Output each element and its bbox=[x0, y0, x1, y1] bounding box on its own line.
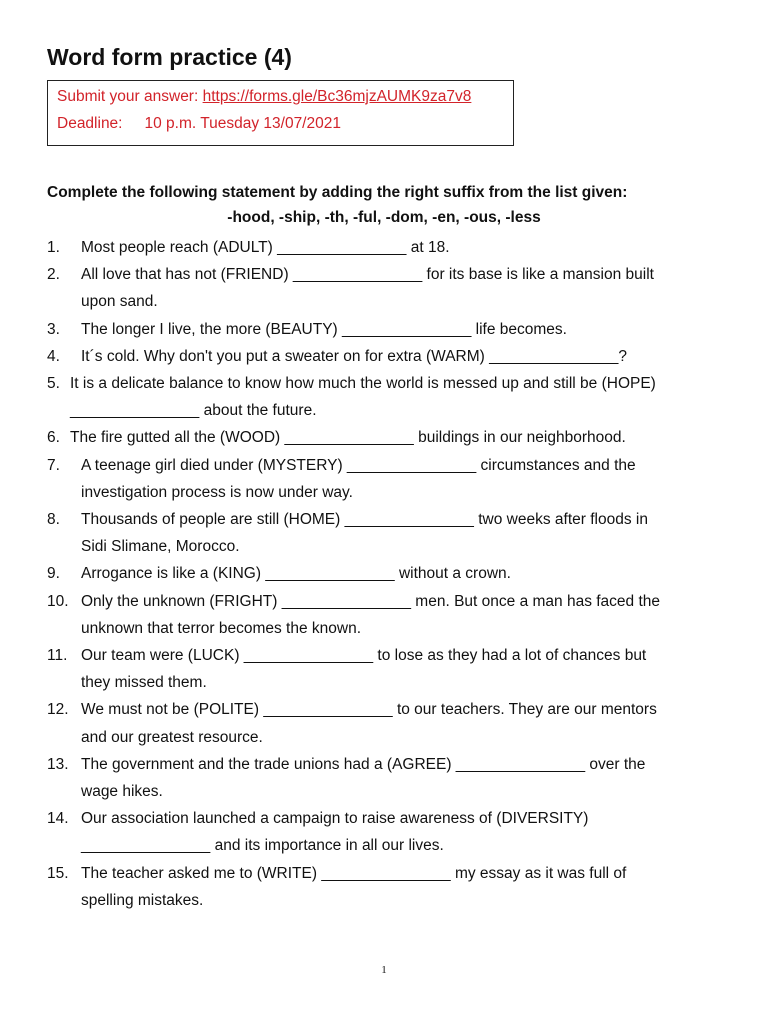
question-number: 9. bbox=[47, 565, 60, 583]
question-number: 2. bbox=[47, 266, 60, 284]
page-number: 1 bbox=[381, 964, 387, 976]
question-text: Most people reach (ADULT) _______________ at 18. bbox=[81, 239, 450, 256]
question-12 bbox=[47, 696, 727, 750]
question-6 bbox=[47, 424, 727, 451]
question-number: 3. bbox=[47, 320, 60, 338]
question-8 bbox=[47, 506, 727, 560]
question-number: 5. bbox=[47, 375, 60, 393]
question-9 bbox=[47, 560, 727, 587]
question-text: Our team were (LUCK) _______________ to lose as they had a lot of chances but they missed them. bbox=[81, 647, 647, 692]
question-11 bbox=[47, 642, 727, 696]
page-title: Word form practice (4) bbox=[47, 44, 292, 70]
question-text: It is a delicate balance to know how much the world is messed up and still be (HOPE) _______________ about the future. bbox=[70, 375, 656, 420]
question-1 bbox=[47, 234, 727, 261]
question-5 bbox=[47, 370, 727, 424]
deadline-line bbox=[57, 114, 341, 134]
question-list bbox=[47, 234, 727, 914]
question-number: 6. bbox=[47, 429, 60, 447]
question-number: 13. bbox=[47, 755, 69, 773]
question-text: Our association launched a campaign to raise awareness of (DIVERSITY) _______________ and its importance in all our lives. bbox=[81, 810, 589, 855]
form-link[interactable]: https://forms.gle/Bc36mjzAUMK9za7v8 bbox=[202, 88, 472, 105]
question-number: 4. bbox=[47, 347, 60, 365]
question-7 bbox=[47, 452, 727, 506]
question-text: We must not be (POLITE) _______________ to our teachers. They are our mentors and our greatest resource. bbox=[81, 701, 657, 746]
question-3 bbox=[47, 316, 727, 343]
question-number: 8. bbox=[47, 511, 60, 529]
question-text: The teacher asked me to (WRITE) _______________ my essay as it was full of spelling mistakes. bbox=[81, 864, 627, 909]
question-text: Arrogance is like a (KING) _______________ without a crown. bbox=[81, 565, 511, 583]
question-number: 1. bbox=[47, 239, 60, 256]
question-text: The government and the trade unions had a (AGREE) _______________ over the wage hikes. bbox=[81, 755, 646, 801]
question-number: 14. bbox=[47, 810, 69, 828]
question-text: All love that has not (FRIEND) _______________ for its base is like a mansion built upon sand. bbox=[81, 266, 654, 311]
question-14 bbox=[47, 805, 727, 859]
instructions: Complete the following statement by adding the right suffix from the list given: bbox=[47, 184, 628, 201]
question-text: It´s cold. Why don't you put a sweater on for extra (WARM) _______________? bbox=[81, 347, 628, 365]
submit-line bbox=[57, 87, 471, 107]
suffix-list: -hood, -ship, -th, -ful, -dom, -en, -ous, -less bbox=[227, 209, 541, 226]
question-number: 12. bbox=[47, 701, 69, 719]
question-number: 11. bbox=[47, 647, 68, 665]
question-text: The longer I live, the more (BEAUTY) _______________ life becomes. bbox=[81, 320, 567, 338]
submit-label: Submit your answer: bbox=[57, 88, 199, 105]
deadline-value: 10 p.m. Tuesday 13/07/2021 bbox=[144, 115, 341, 132]
question-text: The fire gutted all the (WOOD) _______________ buildings in our neighborhood. bbox=[70, 429, 626, 447]
question-number: 10. bbox=[47, 592, 69, 610]
question-2 bbox=[47, 261, 727, 315]
question-10 bbox=[47, 588, 727, 642]
deadline-label: Deadline: bbox=[57, 115, 123, 132]
question-15 bbox=[47, 860, 727, 914]
question-number: 15. bbox=[47, 864, 69, 882]
question-number: 7. bbox=[47, 456, 60, 474]
question-text: Only the unknown (FRIGHT) _______________ men. But once a man has faced the unknown that terror becomes the known. bbox=[81, 592, 661, 637]
question-13 bbox=[47, 751, 727, 805]
submission-box bbox=[47, 80, 514, 146]
question-text: Thousands of people are still (HOME) _______________ two weeks after floods in Sidi Slimane, Morocco. bbox=[81, 511, 648, 556]
question-4 bbox=[47, 343, 727, 370]
question-text: A teenage girl died under (MYSTERY) _______________ circumstances and the investigation process is now under way. bbox=[81, 456, 636, 501]
